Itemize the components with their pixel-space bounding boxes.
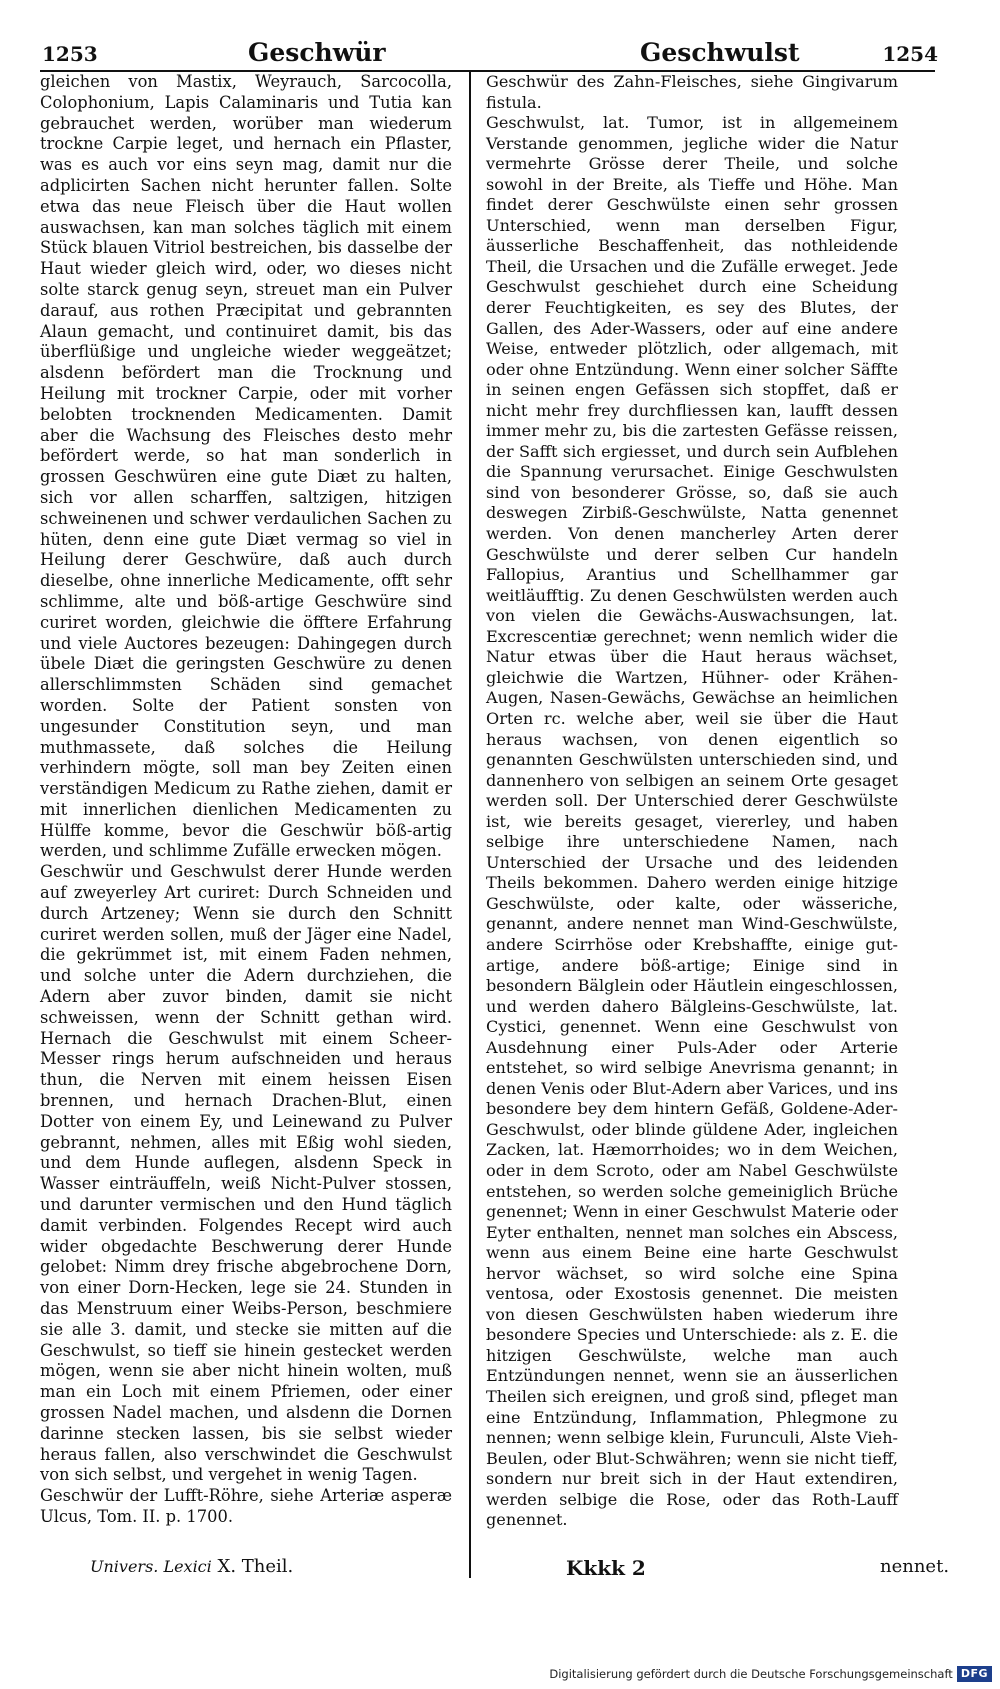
signature-italic: Univers. Lexici [90,1557,212,1576]
entry-geschwuer-hunde: Geschwür und Geschwulst derer Hunde werden auf zweyerley Art curiret: Durch Schneiden und durch Artzeney; Wenn sie durch den Schnitt curiret werden sollen, muß der Jäger eine Nadel, die gekrümmet ist, mit einem Faden nehmen, und solche unter die Adern durchziehen, die Adern aber zuvor binden, damit sie nicht schweissen, wenn der Schnitt gethan wird. Hernach die Geschwulst mit einem Scheer-Messer rings herum aufschneiden und heraus thun, die Nerven mit einem heissen Eisen brennen, und hernach Drachen-Blut, einen Dotter von einem Ey, und Leinewand zu Pulver gebrannt, nehmen, alles mit Eßig wohl sieden, und dem Hunde auflegen, alsdenn Speck in Wasser einträuffeln, weiß Nicht-Pulver stossen, und darunter vermischen und den Hund täglich damit verbinden. Folgendes Recept wird auch wider obgedachte Beschwerung derer Hunde gelobet: Nimm drey frische abgebrochene Dorn, von einer Dorn-Hecken, lege sie 24. Stunden in das Menstruum einer Weibs-Person, beschmiere sie alle 3. damit, und stecke sie mitten auf die Geschwulst, so tieff sie hinein gestecket werden mögen, wenn sie aber nicht hinein wolten, muß man ein Loch mit einem Pfriemen, oder einer grossen Nadel machen, und alsdenn die Dornen darinne stecken lassen, bis sie selbst wieder heraus fallen, also verschwindet die Geschwulst von sich selbst, und vergehet in wenig Tagen. [40,862,452,1485]
entry-geschwuer-zahnfleisch: Geschwür des Zahn-Fleisches, siehe Gingivarum fistula. [486,72,898,112]
digitization-notice [549,1664,992,1684]
digitization-text: Digitalisierung gefördert durch die Deutsche Forschungsgemeinschaft [549,1667,953,1681]
signature-mark: Kkkk 2 [566,1556,646,1580]
page-number-right: 1254 [882,42,938,66]
page-number-left: 1253 [42,42,98,66]
entry-geschwulst: Geschwulst, lat. Tumor, ist in allgemeinem Verstande genommen, jegliche wider die Natur vermehrte Grösse derer Theile, und solche sowohl in der Breite, als Tieffe und Höhe. Man findet derer Geschwülste einen sehr grossen Unterschied, wenn man derselben Figur, äusserliche Beschaffenheit, das nothleidende Theil, die Ursachen und die Zufälle erweget. Jede Geschwulst geschiehet durch eine Scheidung derer Feuchtigkeiten, es sey des Blutes, der Gallen, des Ader-Wassers, oder auf eine andere Weise, entweder plötzlich, oder allgemach, mit oder ohne Entzündung. Wenn einer solcher Säffte in seinen engen Gefässen sich stopffet, daß er nicht mehr frey durchfliessen kan, laufft dessen immer mehr zu, bis die zartesten Gefässe reissen, der Safft sich ergiesset, und durch sein Aufblehen die Spannung verursachet. Einige Geschwulsten sind von besonderer Grösse, so, daß sie auch deswegen Zirbiß-Geschwülste, Natta genennet werden. Von denen mancherley Arten derer Geschwülste und derer selben Cur handeln Fallopius, Arantius und Schellhammer gar weitläufftig. Zu denen Geschwülsten werden auch von vielen die Gewächs-Auswachsungen, lat. Excrescentiæ gerechnet; wenn nemlich wider die Natur etwas über die Haut heraus wächset, gleichwie die Wartzen, Hühner- oder Krähen-Augen, Nasen-Gewächs, Gewächse an heimlichen Orten rc. welche aber, weil sie über die Haut heraus wachsen, von denen eigentlich so genannten Geschwülsten unterschieden sind, und dannenhero von selbigen an seinem Orte gesaget werden soll. Der Unterschied derer Geschwülste ist, wie bereits gesaget, viererley, und haben selbige ihre unterschiedene Namen, nach Unterschied der Ursache und des leidenden Theils bekommen. Dahero werden einige hitzige Geschwülste, oder kalte, oder wässeriche, genannt, andere nennet man Wind-Geschwülste, andere Scirrhöse oder Krebshaffte, einige gut-artige, andere böß-artige; Einige sind in besondern Bälglein oder Häutlein eingeschlossen, und werden dahero Bälgleins-Geschwülste, lat. Cystici, genennet. Wenn eine Geschwulst von Ausdehnung einer Puls-Ader oder Arterie entstehet, so wird selbige Anevrisma genannt; in denen Venis oder Blut-Adern aber Varices, und ins besondere bey dem hintern Gefäß, Goldene-Ader-Geschwulst, oder blinde güldene Ader, ingleichen Zacken, lat. Hæmorrhoides; wo in dem Weichen, oder in dem Scroto, oder am Nabel Geschwülste entstehen, so werden solche gemeiniglich Brüche genennet; Wenn in einer Geschwulst Materie oder Eyter enthalten, nennet man solches ein Abscess, wenn aus einem Beine eine harte Geschwulst hervor wächset, so wird solche eine Spina ventosa, oder Exostosis genennet. Die meisten von diesen Geschwülsten haben wiederum ihre besondere Species und Unterschiede: als z. E. die hitzigen Geschwülste, welche man auch Entzündungen nennet, wenn sie an äusserlichen Theilen sich ereignen, und groß sind, pfleget man eine Entzündung, Inflammation, Phlegmone zu nennen; wenn selbige klein, Furunculi, Alste Vieh-Beulen, oder Blut-Schwähren; wenn sie nicht tieff, sondern nur breit sich in der Haut extendiren, werden selbige die Rose, oder das Roth-Lauff genennet. [486,113,898,1530]
catchword: nennet. [880,1556,950,1577]
paragraph-continuation: gleichen von Mastix, Weyrauch, Sarcocolla, Colophonium, Lapis Calaminaris und Tutia kan gebrauchet werden, worüber man wiederum trockne Carpie leget, und hernach ein Pflaster, was es auch vor eins seyn mag, damit nur die adplicirten Sachen nicht herunter fallen. Solte etwa das neue Fleisch über die Haut wollen auswachsen, kan man solches täglich mit einem Stück blauen Vitriol bestreichen, bis dasselbe der Haut wieder gleich wird, oder, wo dieses nicht solte starck genug seyn, streuet man ein Pulver darauf, aus rothen Præcipitat und gebrannten Alaun gemacht, und continuiret damit, bis das überflüßige und ungleiche wieder weggeätzet; alsdenn befördert man die Trocknung und Heilung mit trockner Carpie, oder mit vorher belobten trocknenden Medicamenten. Damit aber die Wachsung des Fleisches desto mehr befördert werde, so hat man sonderlich in grossen Geschwüren eine gute Diæt zu halten, sich vor allen scharffen, saltzigen, hitzigen schweinenen und schwer verdaulichen Sachen zu hüten, denn eine gute Diæt vermag so viel in Heilung derer Geschwüre, daß auch durch dieselbe, ohne innerliche Medicamente, offt sehr schlimme, alte und böß-artige Geschwüre sind curiret worden, gleichwie die öfftere Erfahrung und viele Auctores bezeugen: Dahingegen durch übele Diæt die geringsten Geschwüre zu denen allerschlimmsten Schäden sind gemachet worden. Solte der Patient sonsten von ungesunder Constitution seyn, und man muthmassete, daß solches die Heilung verhindern mögte, soll man bey Zeiten einen verständigen Medicum zu Rathe ziehen, damit er mit innerlichen dienlichen Medicamenten zu Hülffe komme, bevor die Geschwür böß-artig werden, und schlimme Zufälle erwecken mögen. [40,72,452,861]
entry-geschwuer-lufftroehre: Geschwür der Lufft-Röhre, siehe Arteriæ asperæ Ulcus, Tom. II. p. 1700. [40,1486,452,1526]
header-keyword-right: Geschwulst [640,38,800,67]
signature-volume: X. Theil. [217,1556,294,1577]
dfg-logo-icon: DFG [957,1666,992,1682]
left-column [40,72,452,1528]
right-column [486,72,898,1531]
column-divider [469,72,471,1578]
signature-line [90,1556,293,1577]
header-keyword-left: Geschwür [248,38,386,67]
